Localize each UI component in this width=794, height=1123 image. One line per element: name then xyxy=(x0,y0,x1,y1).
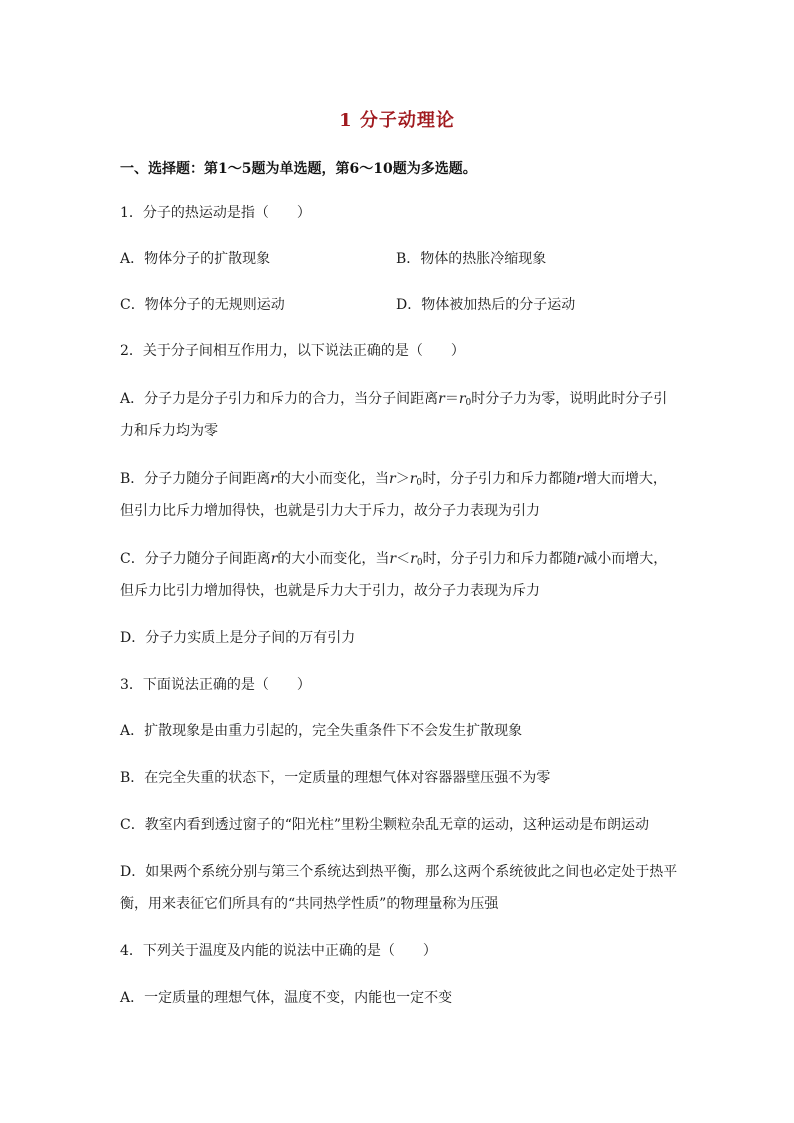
variable-r: r xyxy=(389,471,396,487)
question-1-option-b: B．物体的热胀冷缩现象 xyxy=(396,251,547,267)
variable-r0: r xyxy=(410,551,417,567)
option-b-text-mid: 的大小而变化，当 xyxy=(277,471,389,487)
question-2-option-b xyxy=(120,469,667,493)
option-c-text-mid: 的大小而变化，当 xyxy=(277,551,390,567)
option-c-text-post2: 减小而增大， xyxy=(583,551,668,567)
question-2-option-c-line2: 但斥力比引力增加得快，也就是斥力大于引力，故分子力表现为斥力 xyxy=(120,583,540,599)
question-2-option-a xyxy=(120,389,667,413)
variable-r0: r xyxy=(458,391,466,407)
option-c-text-pre: C．分子力随分子间距离 xyxy=(120,551,271,567)
page-title: 1 分子动理论 xyxy=(339,110,455,131)
variable-r: r xyxy=(270,551,278,567)
option-a-text-pre: A．分子力是分子引力和斥力的合力，当分子间距离 xyxy=(120,391,439,407)
question-2-stem: 2．关于分子间相互作用力，以下说法正确的是（ ） xyxy=(120,343,465,359)
variable-r: r xyxy=(270,471,277,487)
question-4-stem: 4．下列关于温度及内能的说法中正确的是（ ） xyxy=(120,943,437,959)
question-3-option-d-line2: 衡，用来表征它们所具有的“共同热学性质”的物理量称为压强 xyxy=(120,896,499,912)
question-1-option-c: C．物体分子的无规则运动 xyxy=(120,297,285,313)
variable-r0: r xyxy=(409,471,417,487)
question-2-option-c xyxy=(120,549,667,573)
subscript-0: 0 xyxy=(465,398,472,408)
option-a-text-post: 时分子力为零，说明此时分子引 xyxy=(471,391,668,407)
question-3-option-d: D．如果两个系统分别与第三个系统达到热平衡，那么这两个系统彼此之间也必定处于热平 xyxy=(120,864,678,880)
question-2-option-d: D．分子力实质上是分子间的万有引力 xyxy=(120,630,356,646)
question-2-option-b-line2: 但引力比斥力增加得快，也就是引力大于斥力，故分子力表现为引力 xyxy=(120,503,540,519)
greater-than-sign: ＞ xyxy=(395,471,410,487)
section-heading: 一、选择题：第1～5题为单选题，第6～10题为多选题。 xyxy=(120,161,477,177)
option-c-text-post1: 时，分子引力和斥力都随 xyxy=(422,551,577,567)
option-b-text-post1: 时，分子引力和斥力都随 xyxy=(422,471,577,487)
question-3-option-b: B．在完全失重的状态下，一定质量的理想气体对容器器壁压强不为零 xyxy=(120,770,551,786)
subscript-0: 0 xyxy=(416,478,423,488)
option-b-text-pre: B．分子力随分子间距离 xyxy=(120,471,271,487)
option-b-text-post2: 增大而增大， xyxy=(582,471,667,487)
question-3-stem: 3．下面说法正确的是（ ） xyxy=(120,677,311,693)
variable-r: r xyxy=(389,551,397,567)
question-1-option-a: A．物体分子的扩散现象 xyxy=(120,251,271,267)
question-1-stem: 1．分子的热运动是指（ ） xyxy=(120,205,311,221)
question-3-option-c: C．教室内看到透过窗子的“阳光柱”里粉尘颗粒杂乱无章的运动，这种运动是布朗运动 xyxy=(120,817,650,833)
variable-r: r xyxy=(576,551,584,567)
variable-r: r xyxy=(438,391,445,407)
question-2-option-a-line2: 力和斥力均为零 xyxy=(120,423,218,439)
subscript-0: 0 xyxy=(416,558,423,568)
question-3-option-a: A．扩散现象是由重力引起的，完全失重条件下不会发生扩散现象 xyxy=(120,723,523,739)
equals-sign: ＝ xyxy=(444,391,459,407)
variable-r: r xyxy=(576,471,583,487)
less-than-sign: ＜ xyxy=(396,551,411,567)
question-4-option-a: A．一定质量的理想气体，温度不变，内能也一定不变 xyxy=(120,990,453,1006)
question-1-option-d: D．物体被加热后的分子运动 xyxy=(396,297,576,313)
